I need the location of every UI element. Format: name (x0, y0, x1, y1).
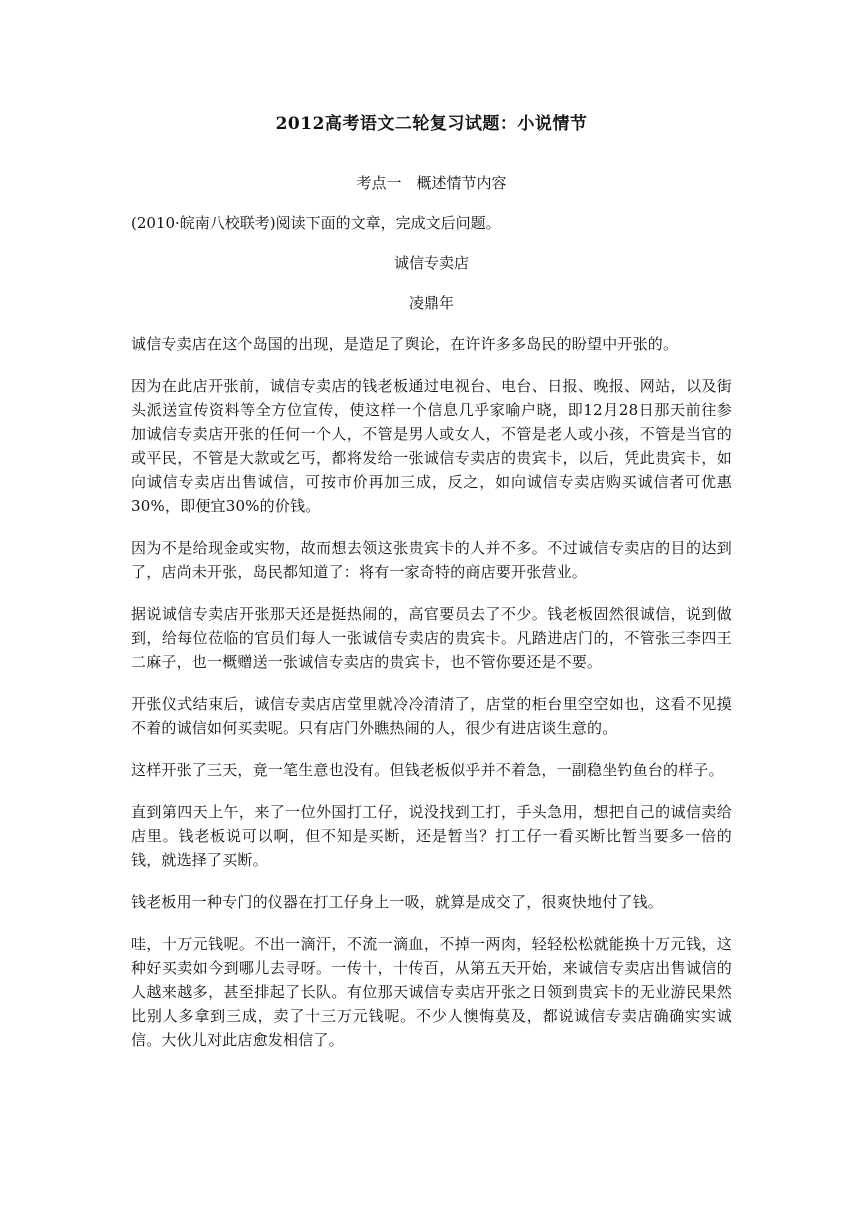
paragraph: 据说诚信专卖店开张那天还是挺热闹的，高官要员去了不少。钱老板固然很诚信，说到做到，给每位莅临的官员们每人一张诚信专卖店的贵宾卡。凡踏进店门的，不管张三李四王二麻子，也一概赠送一张诚信专卖店的贵宾卡，也不管你要还是不要。 (131, 605, 732, 671)
document-page (131, 112, 732, 1070)
paragraph: 直到第四天上午，来了一位外国打工仔，说没找到工打，手头急用，想把自己的诚信卖给店里。钱老板说可以啊，但不知是买断，还是暂当？打工仔一看买断比暂当要多一倍的钱，就选择了买断。 (131, 803, 732, 869)
story-author: 凌鼎年 (408, 294, 454, 312)
paragraph: 哇，十万元钱呢。不出一滴汗，不流一滴血，不掉一两肉，轻轻松松就能换十万元钱，这种好买卖如今到哪儿去寻呀。一传十，十传百，从第五天开始，来诚信专卖店出售诚信的人越来越多，甚至排起了长队。有位那天诚信专卖店开张之日领到贵宾卡的无业游民果然比别人多拿到三成，卖了十三万元钱呢。不少人懊悔莫及，都说诚信专卖店确确实实诚信。大伙儿对此店愈发相信了。 (131, 935, 732, 1049)
story-title: 诚信专卖店 (393, 254, 469, 272)
source-note: (2010·皖南八校联考)阅读下面的文章，完成文后问题。 (131, 214, 501, 232)
document-title: 2012高考语文二轮复习试题：小说情节 (275, 114, 588, 134)
paragraph: 钱老板用一种专门的仪器在打工仔身上一吸，就算是成交了，很爽快地付了钱。 (131, 893, 664, 911)
paragraph: 这样开张了三天，竟一笔生意也没有。但钱老板似乎并不着急，一副稳坐钓鱼台的样子。 (131, 761, 724, 779)
paragraph: 因为不是给现金或实物，故而想去领这张贵宾卡的人并不多。不过诚信专卖店的目的达到了，店尚未开张，岛民都知道了：将有一家奇特的商店要开张营业。 (131, 539, 732, 581)
paragraph: 开张仪式结束后，诚信专卖店店堂里就冷冷清清了，店堂的柜台里空空如也，这看不见摸不着的诚信如何买卖呢。只有店门外瞧热闹的人，很少有进店谈生意的。 (131, 695, 732, 737)
paragraph: 诚信专卖店在这个岛国的出现，是造足了舆论，在许许多多岛民的盼望中开张的。 (131, 335, 679, 353)
paragraph: 因为在此店开张前，诚信专卖店的钱老板通过电视台、电台、日报、晚报、网站，以及街头派送宣传资料等全方位宣传，使这样一个信息几乎家喻户晓，即12月28日那天前往参加诚信专卖店开张的任何一个人，不管是男人或女人，不管是老人或小孩，不管是当官的或平民，不管是大款或乞丐，都将发给一张诚信专卖店的贵宾卡，以后，凭此贵宾卡，如向诚信专卖店出售诚信，可按市价再加三成，反之，如向诚信专卖店购买诚信者可优惠30%，即便宜30%的价钱。 (131, 377, 732, 515)
section-subheading: 考点一 概述情节内容 (356, 174, 507, 192)
